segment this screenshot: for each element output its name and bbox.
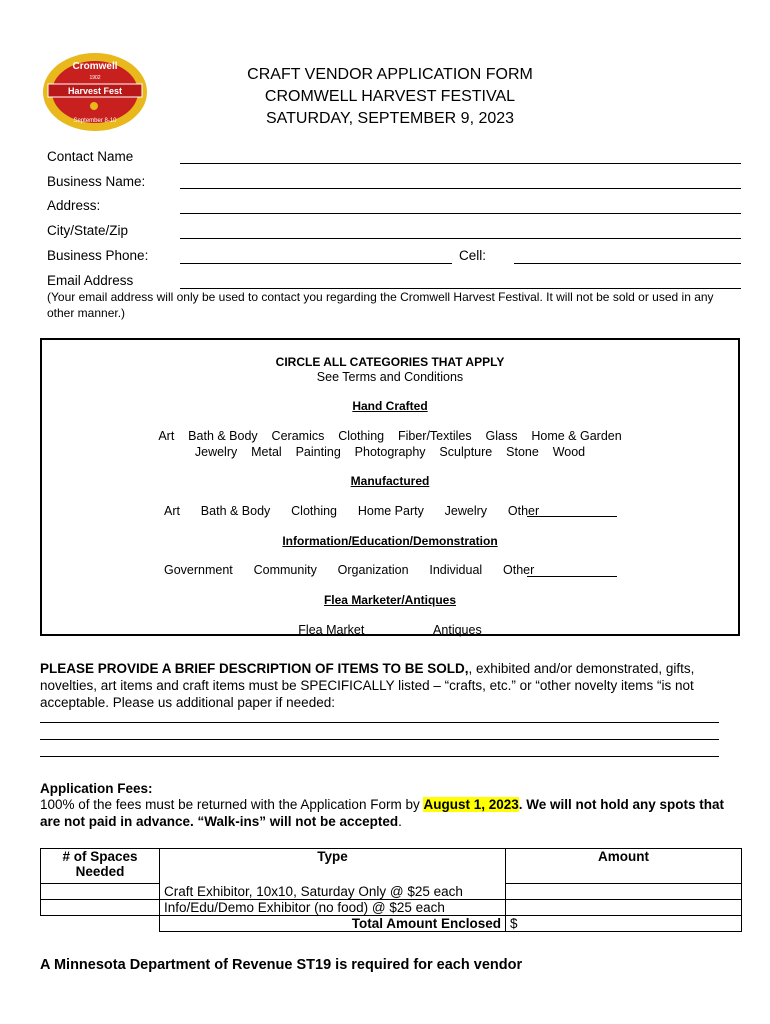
- info-other-line[interactable]: [527, 576, 617, 577]
- address-label: Address:: [47, 198, 101, 213]
- harvest-fest-logo: [42, 52, 148, 132]
- st19-requirement: A Minnesota Department of Revenue ST19 is required for each vendor: [40, 957, 523, 973]
- city-state-zip-label: City/State/Zip: [47, 223, 129, 238]
- business-name-line[interactable]: [180, 188, 741, 189]
- hand-crafted-row-2[interactable]: Jewelry Metal Painting Photography Sculpture Stone Wood: [194, 445, 586, 459]
- form-title: CRAFT VENDOR APPLICATION FORM: [247, 66, 533, 83]
- type-row-1: Craft Exhibitor, 10x10, Saturday Only @ $25 each: [160, 884, 506, 900]
- fees-heading: Application Fees:: [40, 781, 153, 796]
- manufactured-other-line[interactable]: [527, 516, 617, 517]
- spaces-cell-1[interactable]: [41, 884, 160, 900]
- manufactured-heading: Manufactured: [350, 474, 430, 488]
- amount-cell-1[interactable]: [506, 884, 742, 900]
- col-type-header: Type: [160, 849, 506, 884]
- fees-deadline: August 1, 2023: [423, 797, 519, 812]
- type-row-2: Info/Edu/Demo Exhibitor (no food) @ $25 each: [160, 899, 506, 915]
- cell-line[interactable]: [514, 263, 741, 264]
- email-note: (Your email address will only be used to contact you regarding the Cromwell Harvest Festival. It will not be sold or used in any other manner.): [47, 290, 714, 320]
- categories-title: CIRCLE ALL CATEGORIES THAT APPLY: [275, 355, 505, 369]
- hand-crafted-row-1[interactable]: Art Bath & Body Ceramics Clothing Fiber/Textiles Glass Home & Garden: [158, 429, 622, 443]
- hand-crafted-heading: Hand Crafted: [352, 399, 428, 413]
- col-amount-header: Amount: [506, 849, 742, 884]
- description-line-2[interactable]: [40, 739, 719, 740]
- flea-row[interactable]: Flea Market Antiques: [298, 623, 482, 637]
- description-instructions: PLEASE PROVIDE A BRIEF DESCRIPTION OF ITEMS TO BE SOLD,, exhibited and/or demonstrated, gifts, novelties, art items and craft items must be SPECIFICALLY listed – “crafts, etc.” or “other novelty items “is not acceptable. Please us additional paper if needed:: [40, 661, 695, 710]
- flea-heading: Flea Marketer/Antiques: [323, 593, 457, 607]
- info-heading: Information/Education/Demonstration: [282, 534, 498, 548]
- city-state-zip-line[interactable]: [180, 238, 741, 239]
- fees-table: [40, 848, 742, 932]
- business-phone-line[interactable]: [180, 263, 452, 264]
- logo-banner: Harvest Fest: [67, 86, 123, 96]
- cell-label: Cell:: [459, 248, 487, 263]
- description-line-1[interactable]: [40, 722, 719, 723]
- total-amount-cell[interactable]: $: [506, 915, 742, 931]
- logo-bottom-text: September 8-10: [73, 118, 117, 124]
- festival-name: CROMWELL HARVEST FESTIVAL: [264, 88, 516, 105]
- amount-cell-2[interactable]: [506, 899, 742, 915]
- info-row[interactable]: Government Community Organization Individual Other: [164, 563, 535, 577]
- address-line[interactable]: [180, 213, 741, 214]
- contact-name-line[interactable]: [180, 163, 741, 164]
- festival-date: SATURDAY, SEPTEMBER 9, 2023: [265, 110, 515, 127]
- spaces-cell-2[interactable]: [41, 899, 160, 915]
- business-phone-label: Business Phone:: [47, 248, 149, 263]
- logo-year: 1902: [89, 75, 101, 81]
- email-label: Email Address: [47, 273, 134, 288]
- categories-subtitle: See Terms and Conditions: [316, 370, 464, 384]
- description-line-3[interactable]: [40, 756, 719, 757]
- col-spaces-header: # of Spaces Needed: [41, 849, 160, 884]
- contact-name-label: Contact Name: [47, 149, 134, 164]
- manufactured-row[interactable]: Art Bath & Body Clothing Home Party Jewelry Other: [164, 504, 540, 518]
- fees-text: 100% of the fees must be returned with the Application Form by August 1, 2023. We will not hold any spots that are not paid in advance. “Walk-ins” will not be accepted.: [40, 797, 725, 829]
- business-name-label: Business Name:: [47, 174, 146, 189]
- logo-top-text: Cromwell: [72, 61, 118, 72]
- total-label: Total Amount Enclosed: [160, 915, 506, 931]
